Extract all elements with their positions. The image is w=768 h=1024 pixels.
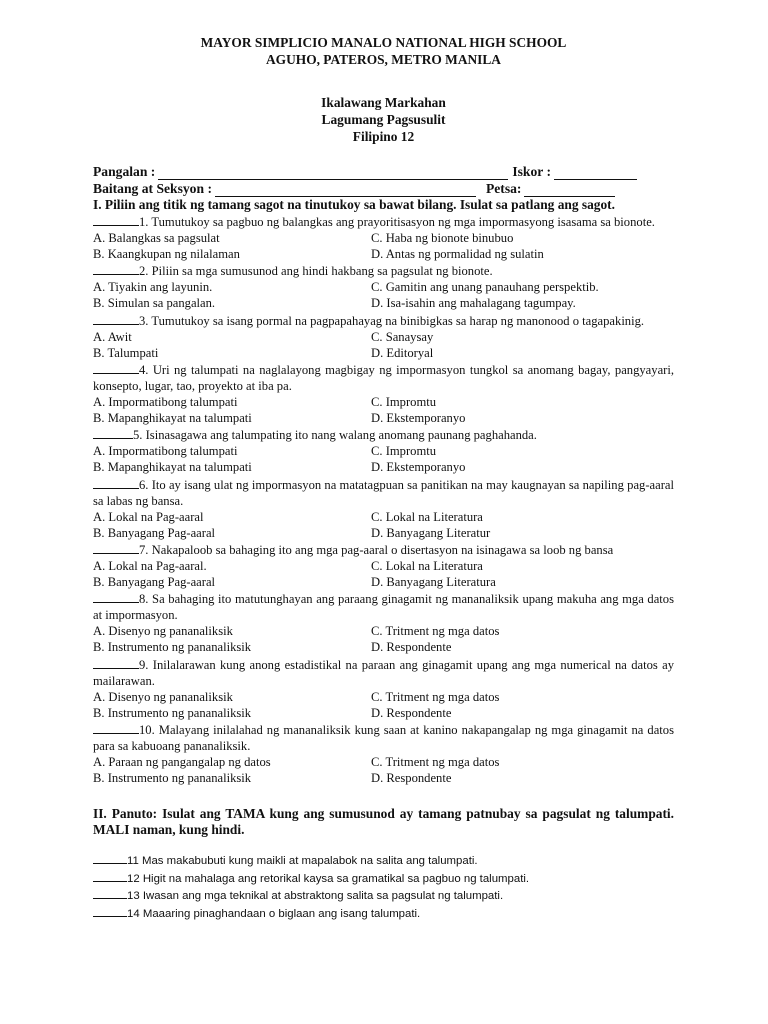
choice-a: A. Balangkas sa pagsulat bbox=[93, 231, 220, 246]
choice-b: B. Talumpati bbox=[93, 345, 159, 360]
answer-blank[interactable] bbox=[93, 426, 133, 439]
choice-a: A. Disenyo ng pananaliksik bbox=[93, 624, 233, 639]
answer-blank[interactable] bbox=[93, 541, 139, 554]
choice-b: B. Banyagang Pag-aaral bbox=[93, 525, 216, 540]
tf-text: 14 Maaaring pinaghandaan o biglaan ang isang talumpati. bbox=[127, 908, 421, 921]
choice-b: B. Instrumento ng pananaliksik bbox=[93, 771, 252, 786]
choice-c: C. Tritment ng mga datos bbox=[371, 624, 500, 639]
question bbox=[93, 476, 674, 541]
tf-text: 12 Higit na mahalaga ang retorikal kaysa sa gramatikal sa pagbuo ng talumpati. bbox=[127, 872, 530, 885]
exam-header bbox=[93, 94, 674, 145]
choice-d: D. Banyagang Literatura bbox=[371, 575, 496, 590]
choice-a: A. Awit bbox=[93, 329, 132, 344]
tf-item bbox=[93, 905, 674, 923]
choice-d: D. Respondente bbox=[371, 771, 452, 786]
choice-c: C. Impromtu bbox=[371, 395, 437, 410]
part1-instruction: I. Piliin ang titik ng tamang sagot na tinutukoy sa bawat bilang. Isulat sa patlang ang sagot. bbox=[93, 197, 615, 212]
answer-blank[interactable] bbox=[93, 656, 139, 669]
choice-c: C. Tritment ng mga datos bbox=[371, 755, 500, 770]
choice-d: D. Respondente bbox=[371, 640, 452, 655]
choice-a: A. Tiyakin ang layunin. bbox=[93, 280, 213, 295]
choice-b: B. Kaangkupan ng nilalaman bbox=[93, 247, 240, 262]
question-text: 10. Malayang inilalahad ng mananaliksik kung saan at kanino nakapangalap ng mga ginagamit na datos para sa kabuoang pananaliksik. bbox=[93, 722, 674, 753]
quarter-label: Ikalawang Markahan bbox=[321, 95, 446, 110]
date-label: Petsa: bbox=[485, 181, 522, 196]
choice-c: C. Lokal na Literatura bbox=[371, 509, 483, 524]
answer-blank[interactable] bbox=[93, 721, 139, 734]
answer-blank[interactable] bbox=[93, 870, 127, 882]
question-text: 1. Tumutukoy sa pagbuo ng balangkas ang prayoritisasyon ng mga impormasyong isasama sa bionote. bbox=[139, 215, 655, 229]
question bbox=[93, 541, 674, 590]
choice-b: B. Mapanghikayat na talumpati bbox=[93, 411, 252, 426]
choice-c: C. Lokal na Literatura bbox=[371, 558, 483, 573]
part2-section bbox=[93, 806, 674, 922]
choice-b: B. Instrumento ng pananaliksik bbox=[93, 705, 252, 720]
choice-b: B. Instrumento ng pananaliksik bbox=[93, 640, 252, 655]
question-text: 6. Ito ay isang ulat ng impormasyon na matatagpuan sa panitikan na may kaugnayan sa napiling pag-aaral sa labas ng bansa. bbox=[93, 477, 674, 508]
choice-a: A. Impormatibong talumpati bbox=[93, 444, 238, 459]
choice-a: A. Lokal na Pag-aaral bbox=[93, 509, 204, 524]
choice-c: C. Impromtu bbox=[371, 444, 437, 459]
school-header bbox=[93, 34, 674, 68]
score-label: Iskor : bbox=[512, 164, 551, 179]
part1-questions bbox=[93, 213, 674, 786]
question-text: 8. Sa bahaging ito matutunghayan ang paraang ginagamit ng mananaliksik upang makuha ang mga datos at impormasyon. bbox=[93, 592, 674, 623]
question bbox=[93, 656, 674, 721]
part2-items bbox=[93, 852, 674, 922]
student-fields bbox=[93, 163, 674, 197]
choice-d: D. Banyagang Literatur bbox=[371, 525, 491, 540]
school-name: MAYOR SIMPLICIO MANALO NATIONAL HIGH SCHOOL bbox=[200, 35, 567, 50]
date-blank[interactable] bbox=[524, 183, 615, 197]
answer-blank[interactable] bbox=[93, 590, 139, 603]
question bbox=[93, 213, 674, 262]
choice-a: A. Disenyo ng pananaliksik bbox=[93, 689, 233, 704]
question bbox=[93, 721, 674, 786]
tf-item bbox=[93, 870, 674, 888]
choice-b: B. Mapanghikayat na talumpati bbox=[93, 460, 252, 475]
question bbox=[93, 312, 674, 361]
grade-label: Baitang at Seksyon : bbox=[93, 181, 212, 196]
choice-c: C. Gamitin ang unang panauhang perspektib. bbox=[371, 280, 599, 295]
question-text: 5. Isinasagawa ang talumpating ito nang walang anomang paunang paghahanda. bbox=[133, 428, 537, 443]
question bbox=[93, 590, 674, 655]
choice-b: B. Simulan sa pangalan. bbox=[93, 296, 216, 311]
question-text: 3. Tumutukoy sa isang pormal na pagpapahayag na binibigkas sa harap ng manonood o tagapakinig. bbox=[139, 313, 645, 328]
grade-blank[interactable] bbox=[215, 183, 476, 197]
choice-d: D. Ekstemporanyo bbox=[371, 411, 466, 426]
choice-d: D. Respondente bbox=[371, 705, 452, 720]
choice-a: A. Paraan ng pangangalap ng datos bbox=[93, 755, 271, 770]
question bbox=[93, 426, 674, 475]
question-text: 2. Piliin sa mga sumusunod ang hindi hakbang sa pagsulat ng bionote. bbox=[139, 264, 493, 279]
score-blank[interactable] bbox=[554, 166, 637, 180]
answer-blank[interactable] bbox=[93, 887, 127, 899]
question bbox=[93, 262, 674, 311]
name-score-row bbox=[93, 163, 674, 180]
choice-d: D. Ekstemporanyo bbox=[371, 460, 466, 475]
choice-a: A. Impormatibong talumpati bbox=[93, 395, 238, 410]
choice-b: B. Banyagang Pag-aaral bbox=[93, 575, 216, 590]
choice-c: C. Haba ng bionote binubuo bbox=[371, 231, 514, 246]
choice-d: D. Editoryal bbox=[371, 345, 434, 360]
grade-date-row bbox=[93, 180, 674, 197]
subject-label: Filipino 12 bbox=[352, 129, 415, 144]
question bbox=[93, 361, 674, 426]
tf-item bbox=[93, 852, 674, 870]
name-blank[interactable] bbox=[158, 166, 508, 180]
school-address: AGUHO, PATEROS, METRO MANILA bbox=[266, 52, 501, 67]
choice-c: C. Tritment ng mga datos bbox=[371, 689, 500, 704]
tf-item bbox=[93, 887, 674, 905]
name-label: Pangalan : bbox=[93, 164, 156, 179]
question-text: 4. Uri ng talumpati na naglalayong magbigay ng impormasyon tungkol sa anomang bagay, pangyayari, konsepto, lugar, tao, proyekto at iba pa. bbox=[93, 362, 674, 393]
choice-c: C. Sanaysay bbox=[371, 329, 434, 344]
answer-blank[interactable] bbox=[93, 852, 127, 864]
answer-blank[interactable] bbox=[93, 476, 139, 489]
tf-text: 11 Mas makabubuti kung maikli at mapalabok na salita ang talumpati. bbox=[127, 855, 478, 868]
choice-a: A. Lokal na Pag-aaral. bbox=[93, 558, 207, 573]
answer-blank[interactable] bbox=[93, 905, 127, 917]
exam-title: Lagumang Pagsusulit bbox=[321, 112, 446, 127]
tf-text: 13 Iwasan ang mga teknikal at abstraktong salita sa pagsulat ng talumpati. bbox=[127, 890, 504, 903]
part2-instruction: II. Panuto: Isulat ang TAMA kung ang sumusunod ay tamang patnubay sa pagsulat ng talumpati. MALI naman, kung hindi. bbox=[93, 806, 674, 838]
choice-d: D. Antas ng pormalidad ng sulatin bbox=[371, 247, 544, 262]
answer-blank[interactable] bbox=[93, 213, 139, 226]
choice-d: D. Isa-isahin ang mahalagang tagumpay. bbox=[371, 296, 576, 311]
answer-blank[interactable] bbox=[93, 262, 139, 275]
answer-blank[interactable] bbox=[93, 361, 139, 374]
question-text: 9. Inilalarawan kung anong estadistikal na paraan ang ginagamit upang ang mga numerical na datos ay mailarawan. bbox=[93, 657, 674, 688]
answer-blank[interactable] bbox=[93, 312, 139, 325]
question-text: 7. Nakapaloob sa bahaging ito ang mga pag-aaral o disertasyon na isinagawa sa loob ng bansa bbox=[139, 542, 614, 557]
